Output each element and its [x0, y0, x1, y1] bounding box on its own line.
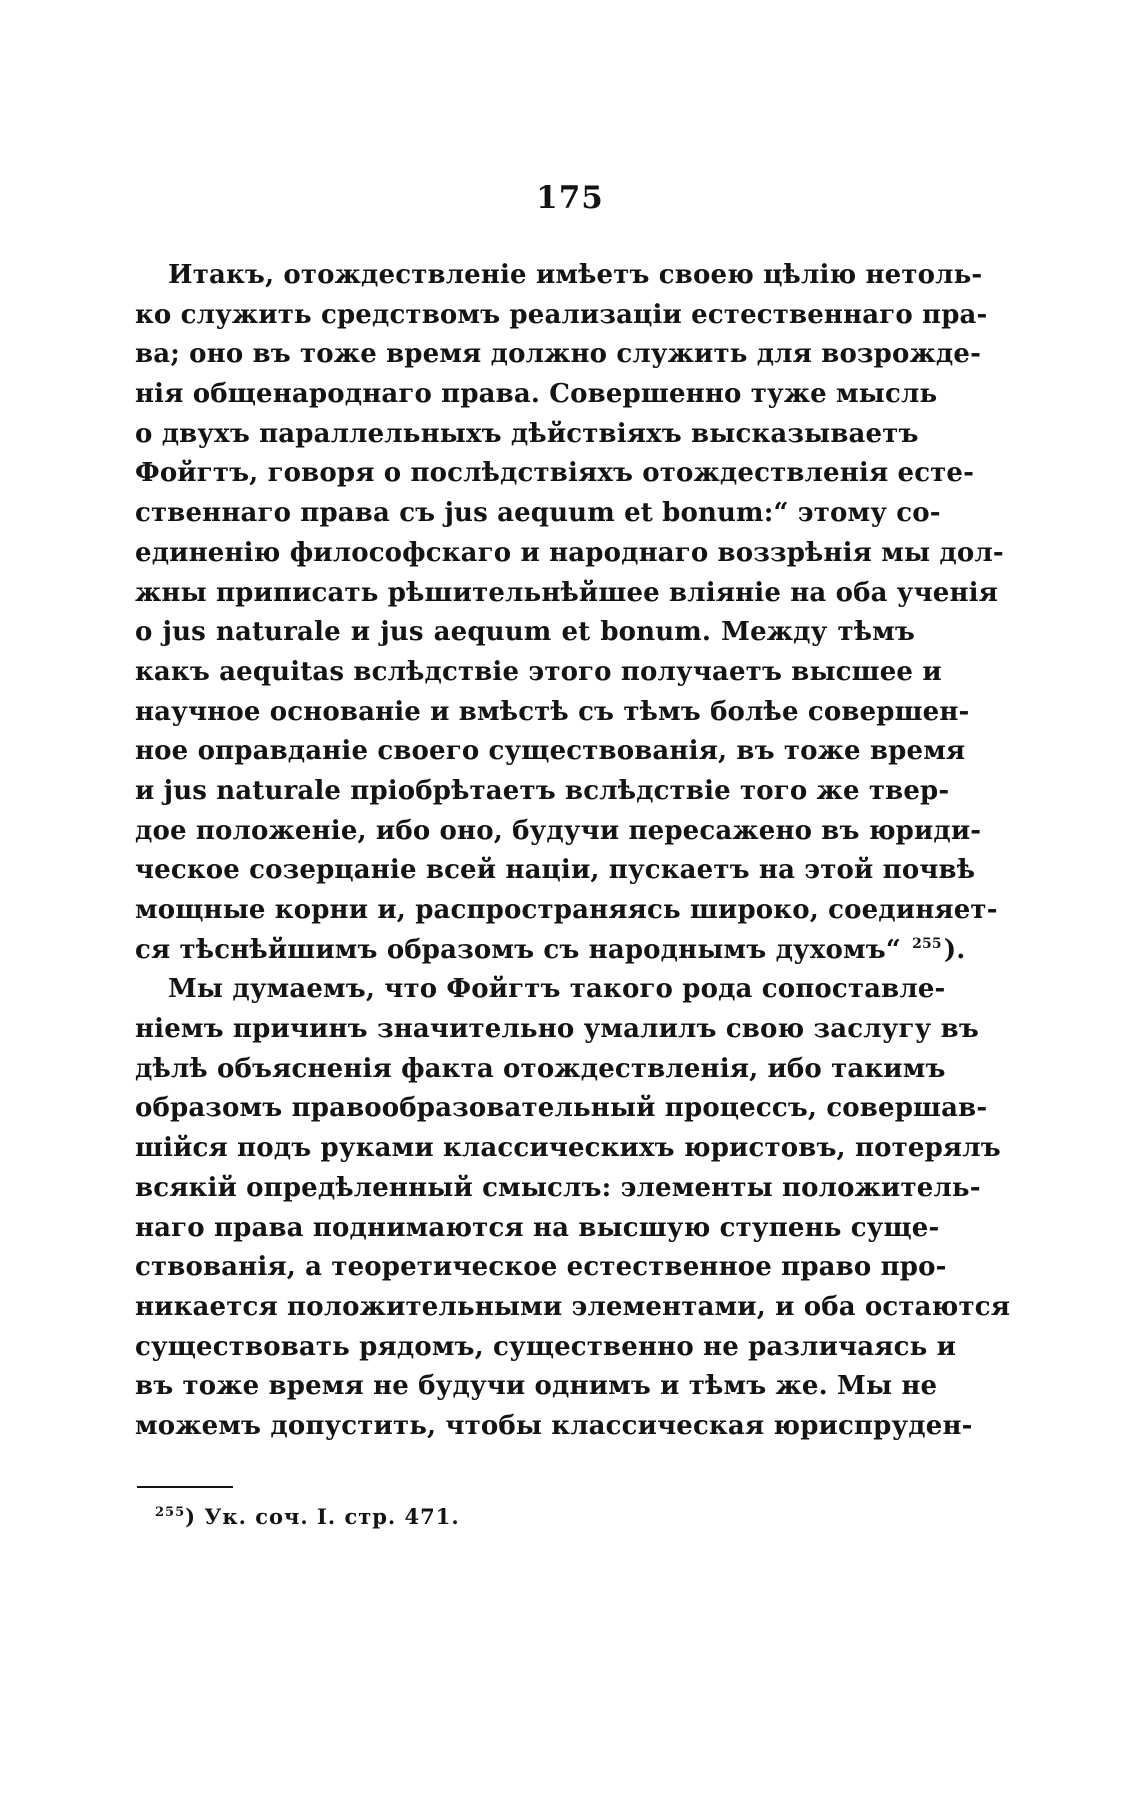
text-line: ственнаго права съ jus aequum et bonum:“ этому со- — [135, 498, 941, 529]
text-line: единенію философскаго и народнаго воззрѣнія мы дол- — [135, 537, 1004, 568]
text-line: нія общенароднаго права. Совершенно туже мысль — [135, 379, 938, 410]
text-line: мощные корни и, распространяясь широко, соединяет- — [135, 895, 998, 925]
text-line: ва; оно въ тоже время должно служить для возрожде- — [135, 339, 982, 370]
text-line: ное оправданіе своего существованія, въ тоже время — [135, 736, 966, 767]
footnote-mark: 255 — [155, 1505, 186, 1520]
text-line: Мы думаемъ, что Фойгтъ такого рода сопоставле- — [168, 974, 946, 1005]
text-line: всякій опредѣленный смыслъ: элементы положитель- — [135, 1172, 981, 1203]
footnote-divider — [137, 1486, 233, 1488]
text-line-with-footnote-ref — [135, 931, 966, 971]
text-line: Фойгтъ, говоря о послѣдствіяхъ отождествленія есте- — [135, 458, 975, 489]
text-line: образомъ правообразовательный процессъ, совершав- — [135, 1093, 988, 1124]
text-line: о jus naturale и jus aequum et bonum. Между тѣмъ — [135, 617, 915, 648]
text-line: жны приписать рѣшительнѣйшее вліяніе на оба ученія — [135, 577, 999, 608]
text-line: ніемъ причинъ значительно умалилъ свою заслугу въ — [135, 1014, 979, 1045]
text-line: ко служить средствомъ реализаціи естественнаго пра- — [135, 299, 988, 330]
text-line: можемъ допустить, чтобы классическая юриспруден- — [135, 1410, 973, 1441]
text-line: какъ aequitas вслѣдствіе этого получаетъ высшее и — [135, 656, 942, 687]
line-text: ся тѣснѣйшимъ образомъ съ народнымъ духомъ“ — [135, 934, 901, 965]
footnote-reference: 255 — [912, 936, 942, 953]
text-line: научное основаніе и вмѣстѣ съ тѣмъ болѣе совершен- — [135, 696, 970, 727]
text-line: ствованія, а теоретическое естественное право про- — [135, 1252, 947, 1283]
text-line: наго права поднимаются на высшую ступень суще- — [135, 1212, 940, 1243]
text-line: шійся подъ руками классическихъ юристовъ, потерялъ — [135, 1133, 1001, 1164]
page-number: 175 — [536, 180, 604, 216]
text-line: о двухъ параллельныхъ дѣйствіяхъ высказываетъ — [135, 418, 919, 449]
text-line: и jus naturale пріобрѣтаетъ вслѣдствіе того же твер- — [135, 775, 950, 806]
text-line: Итакъ, отождествленіе имѣетъ своею цѣлію нетоль- — [168, 260, 983, 290]
line-closing: ). — [943, 934, 966, 965]
text-line: дое положеніе, ибо оно, будучи пересажено въ юриди- — [135, 815, 982, 846]
body-text — [135, 256, 1011, 1447]
footnote — [155, 1504, 460, 1529]
footnote-text: ) Ук. соч. I. стр. 471. — [185, 1504, 460, 1529]
text-line: никается положительными элементами, и оба остаются — [135, 1291, 1011, 1322]
text-line: въ тоже время не будучи однимъ и тѣмъ же. Мы не — [135, 1371, 938, 1402]
text-line: дѣлѣ объясненія факта отождествленія, ибо такимъ — [135, 1053, 946, 1084]
text-line: существовать рядомъ, существенно не различаясь и — [135, 1331, 957, 1362]
text-line: ческое созерцаніе всей націи, пускаетъ на этой почвѣ — [135, 855, 976, 886]
